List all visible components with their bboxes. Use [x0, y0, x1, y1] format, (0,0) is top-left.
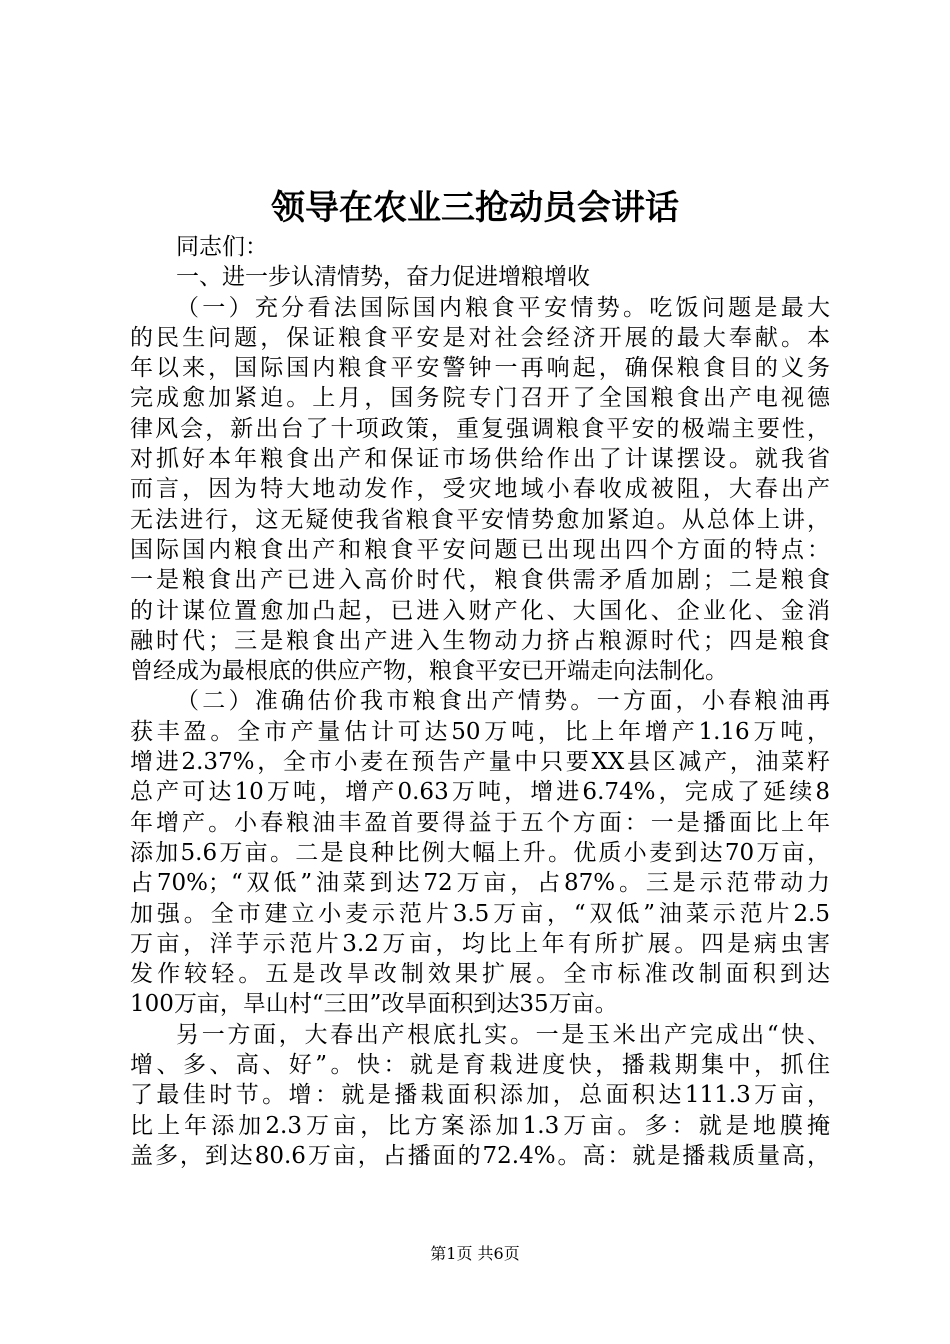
- section-heading: 一、进一步认清情势，奋力促进增粮增收: [176, 264, 590, 291]
- paragraph-line: 100万亩，旱山村“三田”改旱面积到达35万亩。: [130, 991, 618, 1018]
- paragraph-line: 对抓好本年粮食出产和保证市场供给作出了计谋摆设。就我省: [130, 446, 830, 473]
- salutation-line: 同志们：: [176, 234, 268, 260]
- paragraph-line: 增进2.37%，全市小麦在预告产量中只要XX县区减产，油菜籽: [130, 749, 830, 776]
- paragraph-line: 的民生问题，保证粮食平安是对社会经济开展的最大奉献。本: [130, 324, 830, 351]
- paragraph-line: 盖多，到达80.6万亩，占播面的72.4%。高：就是播栽质量高，: [130, 1142, 830, 1169]
- paragraph-line: 国际国内粮食出产和粮食平安问题已出现出四个方面的特点：: [130, 536, 830, 563]
- paragraph-line: 发作较轻。五是改旱改制效果扩展。全市标准改制面积到达: [130, 961, 830, 988]
- paragraph-line: 融时代；三是粮食出产进入生物动力挤占粮源时代；四是粮食: [130, 627, 830, 654]
- paragraph-line: 一是粮食出产已进入高价时代，粮食供需矛盾加剧；二是粮食: [130, 567, 830, 594]
- paragraph-line: 万亩，洋芋示范片3.2万亩，均比上年有所扩展。四是病虫害: [130, 930, 830, 957]
- paragraph-line: 年增产。小春粮油丰盈首要得益于五个方面：一是播面比上年: [130, 809, 830, 836]
- paragraph-line: 总产可达10万吨，增产0.63万吨，增进6.74%，完成了延续8: [130, 779, 830, 806]
- paragraph-line: 年以来，国际国内粮食平安警钟一再响起，确保粮食目的义务: [130, 355, 830, 382]
- paragraph-line: 完成愈加紧迫。上月，国务院专门召开了全国粮食出产电视德: [130, 385, 830, 412]
- paragraph-line: 曾经成为最根底的供应产物，粮食平安已开端走向法制化。: [130, 658, 728, 685]
- paragraph-line: 增、多、高、好”。快：就是育栽进度快，播栽期集中，抓住: [130, 1052, 830, 1079]
- paragraph-line: 无法进行，这无疑使我省粮食平安情势愈加紧迫。从总体上讲，: [130, 506, 830, 533]
- paragraph-line: 占70%；“双低”油菜到达72万亩，占87%。三是示范带动力: [130, 870, 830, 897]
- paragraph-line: 律风会，新出台了十项政策，重复强调粮食平安的极端主要性，: [130, 415, 830, 442]
- paragraph-line: 获丰盈。全市产量估计可达50万吨，比上年增产1.16万吨，: [130, 718, 830, 745]
- paragraph-line: 的计谋位置愈加凸起，已进入财产化、大国化、企业化、金消: [130, 597, 830, 624]
- document-body: [130, 232, 830, 1171]
- paragraph-line: 添加5.6万亩。二是良种比例大幅上升。优质小麦到达70万亩，: [130, 839, 830, 866]
- paragraph-line: （一）充分看法国际国内粮食平安情势。吃饭问题是最大: [176, 294, 830, 321]
- document-title: 领导在农业三抢动员会讲话: [271, 188, 679, 228]
- paragraph-line: 了最佳时节。增：就是播栽面积添加，总面积达111.3万亩，: [130, 1082, 830, 1109]
- paragraph-line: 另一方面，大春出产根底扎实。一是玉米出产完成出“快、: [176, 1021, 830, 1048]
- paragraph-line: （二）准确估价我市粮食出产情势。一方面，小春粮油再: [176, 688, 830, 715]
- paragraph-line: 比上年添加2.3万亩，比方案添加1.3万亩。多：就是地膜掩: [130, 1112, 830, 1139]
- page-footer: 第1页 共6页: [430, 1244, 520, 1263]
- paragraph-line: 加强。全市建立小麦示范片3.5万亩，“双低”油菜示范片2.5: [130, 900, 830, 927]
- paragraph-line: 而言，因为特大地动发作，受灾地域小春收成被阻，大春出产: [130, 476, 830, 503]
